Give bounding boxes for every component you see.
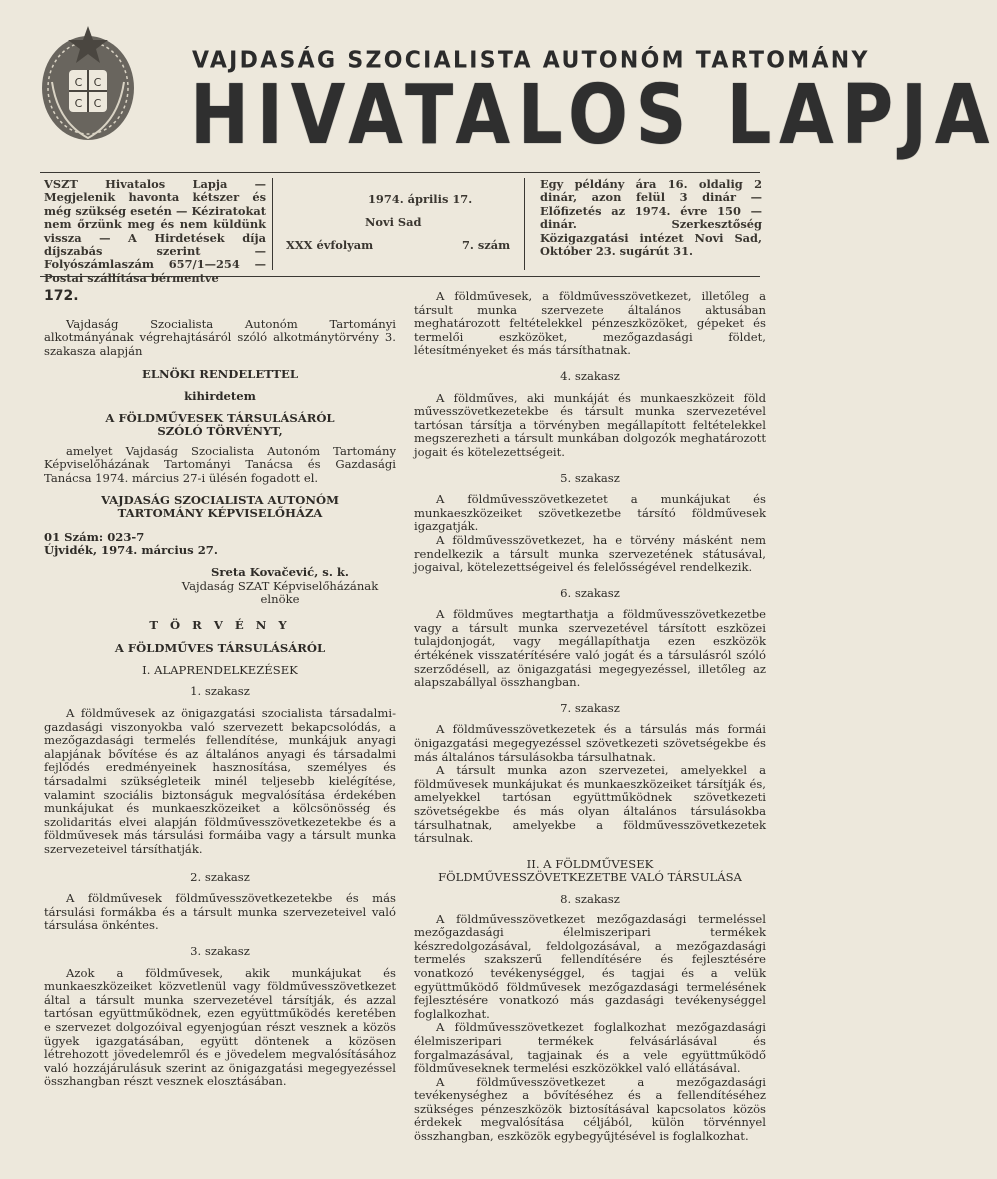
section-text: A földművesszövetkezet a mezőgazdasági tevékenységhez a bővítéséhez és a fellendítéséhez szükséges pénzeszközök biztosításával kapcsolatos közös érdekek megvalósítása céljából, külön törvénnyel összhangban, eszközök egybegyűjtésével is foglalkozhat. (414, 1074, 766, 1144)
section-text: A földművesek, a földművesszövetkezet, illetőleg a társult munka szervezete általános aktusában meghatározott feltételekkel pénzeszközöket, gépeket és termelői eszközöket, mezőgazdasági földet, létesítményeket és más társíthatnak. (414, 289, 766, 358)
main-title: HIVATALOS LAPJA (190, 68, 997, 163)
chapter-heading: I. ALAPRENDELKEZÉSEK (142, 662, 298, 677)
signer-name: Sreta Kovačević, s. k. (211, 564, 349, 579)
section-text: A földműves, aki munkáját és munkaeszközeit föld művesszövetkezetekbe és társult munka szervezetével tartósan társítja a törvényben megállapított feltételekkel megszerezheti a társult munkában dolgozók meghatározott jogait és kötelezettségeit. (414, 390, 766, 459)
divider (272, 178, 273, 270)
top-rule (40, 172, 760, 173)
section-title: 8. szakasz (560, 891, 620, 906)
assembly-heading: VAJDASÁG SZOCIALISTA AUTONÓM TARTOMÁNY KÉPVISELŐHÁZA (101, 492, 339, 521)
section-text: A földművesszövetkezetet a munkájukat és munkaeszközeiket szövetkezetbe társító földművesek igazgatják. (414, 492, 766, 534)
adopted-paragraph: amelyet Vajdaság Szocialista Autonóm Tartomány Képviselőházának Tartományi Tanácsa és Gazdasági Tanácsa 1974. március 27-i ülésén fogadott el. (44, 443, 396, 485)
price-info: Egy példány ára 16. oldalig 2 dinár, azon felül 3 dinár — Előfizetés az 1974. évre 150 — dinár. Szerkesztőség Közigazgatási intézet Novi Sad, Október 23. sugárút 31. (540, 177, 762, 259)
section-title: 7. szakasz (560, 700, 620, 715)
right-column (414, 290, 766, 1144)
publication-info: VSZT Hivatalos Lapja — Megjelenik havonta kétszer és még szükség esetén — Kéziratokat nem őrzünk meg és nem küldünk vissza — A Hirdetések díja díjszabás szerint — Folyószámlaszám 657/1—254 — Postai szállítása bérmentve (44, 177, 266, 285)
section-title: 2. szakasz (190, 869, 250, 884)
decree-heading: ELNÖKI RENDELETTEL (141, 367, 298, 382)
section-title: 6. szakasz (560, 585, 620, 600)
proclaim-text: kihirdetem (184, 388, 256, 403)
document-number: 172. (44, 288, 79, 304)
svg-text:C: C (74, 97, 83, 110)
section-text: Azok a földművesek, akik munkájukat és munkaeszközeiket közvetlenül vagy földművesszövetkezet által a társult munka szervezetével társítják, és azzal tartósan együttműködnek, ezen együttműködés keretében e szervezet dolgozóival egyenjogúan részt vesznek a közös ügyek igazgatásában, együtt döntenek a közösen létrehozott jövedelemről és e jövedelem megvalósításához való hozzájárulásuk szerint az önigazgatási megegyezéssel összhangban részt vesznek elosztásában. (44, 965, 396, 1089)
place-date: Újvidék, 1974. március 27. (44, 543, 218, 558)
svg-text:C: C (74, 76, 83, 89)
svg-text:C: C (93, 97, 102, 110)
issue-volume: XXX évfolyam (286, 238, 374, 252)
torveny-heading: T Ö R V É N Y (149, 617, 291, 632)
masthead (0, 0, 997, 175)
header-bottom-rule (40, 276, 760, 277)
section-text: A földművesszövetkezet, ha e törvény másként nem rendelkezik a társult munka szervezetének státusával, jogaival, kötelezettségeivel és felelősségével rendelkezik. (414, 532, 766, 575)
signer-role: Vajdaság SZAT Képviselőházának elnöke (181, 578, 379, 607)
section-text: A földművesszövetkezet mezőgazdasági termeléssel mezőgazdasági élelmiszeripari termékek készredolgozásával, feldolgozásával, a mezőgazdasági termelés szakszerű fellendítésére és fejlesztésére vonatkozó tevékenységgel, és tagjai és a velük együttműködő földművesek mezőgazdasági termelésének fejlesztésére vonatkozó más gazdasági tevékenységgel foglalkozhat. (414, 911, 766, 1021)
issue-date: 1974. április 17. (368, 192, 473, 206)
section-title: 4. szakasz (560, 368, 620, 383)
supertitle: VAJDASÁG SZOCIALISTA AUTONÓM TARTOMÁNY (192, 47, 870, 74)
issue-city: Novi Sad (365, 215, 422, 229)
section-title: 1. szakasz (190, 684, 250, 699)
divider (524, 178, 525, 270)
section-text: A földművesek az önigazgatási szocialista társadalmi-gazdasági viszonyokba való szervezett bekapcsolódás, a mezőgazdasági termelés fellendítése, munkájuk anyagi alapjának bővítése és az általános anyagi és társadalmi fejlődés eredményeinek hasznosítása, személyes és társadalmi szükségleteik minél teljesebb kielégítése, valamint szociális biztonságuk megvalósítása érdekében munkájukat és munkaeszközeiket a kölcsönösség és szolidaritás elvei alapján földművesszövetkezetekbe és a földművesek más társulási formáiba vagy a társult munka szervezeteivel társíthatják. (44, 706, 396, 856)
intro-paragraph: Vajdaság Szocialista Autonóm Tartományi alkotmányának végrehajtásáról szóló alkotmánytörvény 3. szakasza alapján (44, 316, 396, 358)
section-text: A földművesek földművesszövetkezetekbe és más társulási formákba és a társult munka szervezeteivel való társulása önkéntes. (44, 891, 396, 933)
left-column (44, 290, 396, 1089)
svg-text:C: C (93, 76, 102, 89)
law-title: A FÖLDMŰVESEK TÁRSULÁSÁRÓL SZÓLÓ TÖRVÉNYT, (105, 410, 335, 439)
section-text: A földműves megtarthatja a földművesszövetkezetbe vagy a társult munka szervezetével társított eszközei tulajdonjogát, vagy megállapíthatja ezen eszközök értékének visszatérítésére való jogát és a társulásról szóló szerződésell, az önigazgatási megegyezéssel, illetőleg az alapszabállyal összhangban. (414, 607, 766, 690)
section-text: A földművesszövetkezet foglalkozhat mezőgazdasági élelmiszeripari termékek felvásárlásával és forgalmazásával, tagjainak és a vele együttműködő földműveseknek termelési eszközökkel való ellátásával. (414, 1020, 766, 1076)
reference-number: 01 Szám: 023-7 (44, 529, 145, 544)
section-text: A földművesszövetkezetek és a társulás más formái önigazgatási megegyezéssel szövetkezeti szövetségekbe és más általános társulásokba társulhatnak. (414, 722, 766, 764)
issue-number: 7. szám (462, 238, 511, 252)
chapter-heading: II. A FÖLDMŰVESEK (526, 856, 654, 871)
section-title: 3. szakasz (190, 943, 250, 958)
coat-of-arms-icon (38, 22, 138, 147)
section-text: A társult munka azon szervezetei, amelyekkel a földművesek munkájukat és munkaeszközeiket társítják és, amelyekkel tartósan együttműködnek szövetkezeti szövetségekbe és más olyan általános társulásokba társulhatnak, amelyekbe a földművesszövetkezetek társulnak. (414, 763, 766, 846)
section-title: 5. szakasz (560, 470, 620, 485)
chapter-heading: FÖLDMŰVESSZÖVETKEZETBE VALÓ TÁRSULÁSA (438, 870, 742, 885)
law-heading: A FÖLDMŰVES TÁRSULÁSÁRÓL (114, 641, 326, 656)
